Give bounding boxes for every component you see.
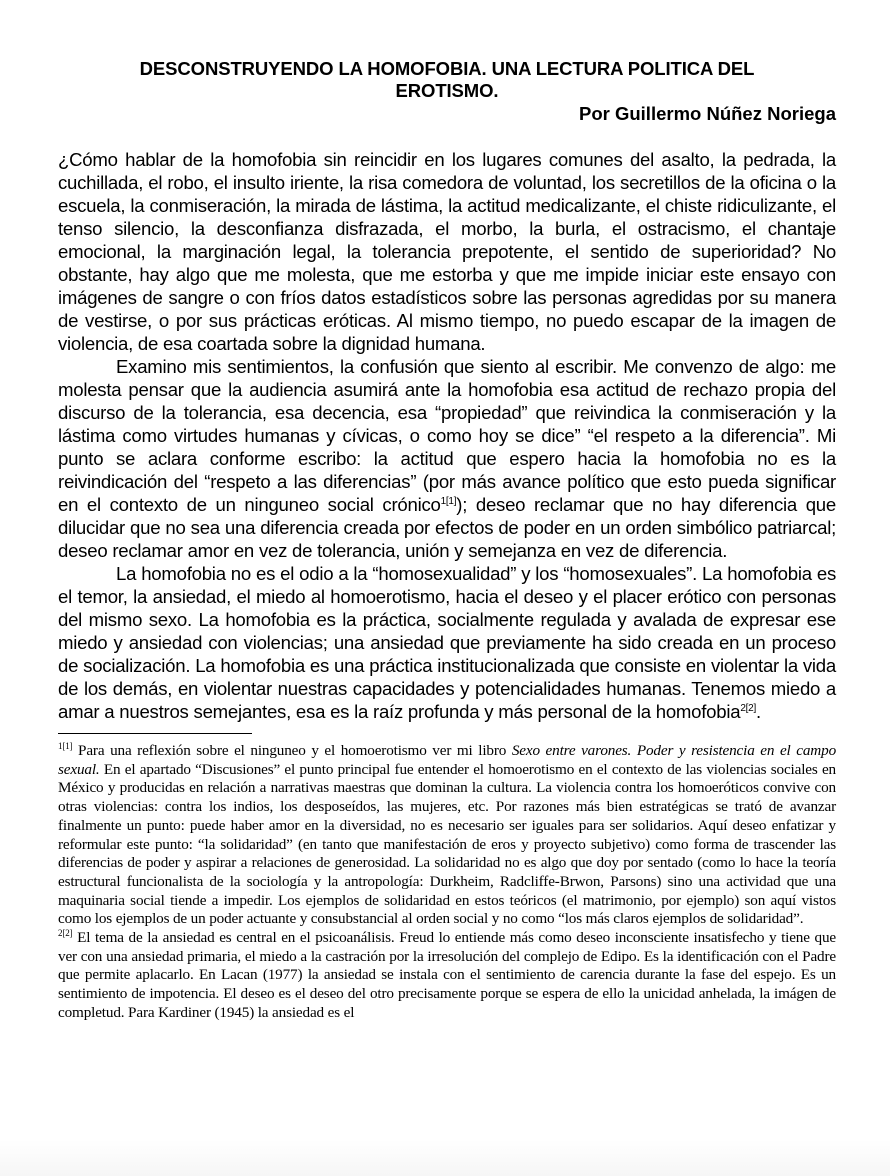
footnote-1-text-b: En el apartado “Discusiones” el punto principal fue entender el homoerotismo en el contexto de las violencias sociales en México y producidas en relación a narrativas maestras que dominan la cultura. La violencia contra los homoeróticos convive con otras violencias: contra los indios, los desposeídos, las mujeres, etc. Por razones más bien estratégicas se trató de avanzar finalmente un punto: puede haber amor en la diversidad, no es necesario ser iguales para ser solidarios. Aquí deseo enfatizar y reformular este punto: “la solidaridad” (en tanto que manifestación de eros y proyecto subjetivo) como forma de trascender las diferencias de poder y aspirar a relaciones de generosidad. La solidaridad no es algo que doy por sentado (como lo hace la teoría estructural funcionalista de la sociología y la antropología: Durkheim, Radcliffe-Brwon, Parsons) sino una actividad que una maquinaria social tiende a impedir. Los ejemplos de solidaridad en estos teóricos (el matrimonio, por ejemplo) son aquí vistos como los ejemplos de un poder actuante y consubstancial al orden social y no como “los más claros ejemplos de solidaridad”. [58, 760, 836, 928]
footnote-separator [58, 733, 252, 734]
author-byline: Por Guillermo Núñez Noriega [579, 103, 836, 124]
footnote-1-text-a: Para una reflexión sobre el ninguneo y el homoerotismo ver mi libro [72, 742, 512, 759]
title-line-2: EROTISMO. [395, 80, 499, 101]
page-bottom-fade [0, 1140, 890, 1176]
document-title [58, 58, 836, 102]
footnote-2 [58, 929, 836, 1023]
footnote-2-text: El tema de la ansiedad es central en el psicoanálisis. Freud lo entiende más como deseo inconsciente insatisfecho y tiene que ver con una ansiedad primaria, el miedo a la castración por la irresolución del complejo de Edipo. Es la identificación con el Padre que permite aplacarlo. En Lacan (1977) la ansiedad se instala con el sentimiento de carencia durante la fase del espejo. Es un sentimiento de impotencia. El deseo es el deseo del otro precisamente porque se espera de ello la unicidad anhelada, la imágen de completud. Para Kardiner (1945) la ansiedad es el [58, 929, 836, 1021]
document-page [58, 58, 836, 1023]
paragraph-3-text-b: . [756, 701, 761, 722]
footnote-2-marker: 2[2] [58, 927, 73, 938]
footnote-1-marker: 1[1] [58, 740, 73, 751]
paragraph-2-text-a: Examino mis sentimientos, la confusión que siento al escribir. Me convenzo de algo: me molesta pensar que la audiencia asumirá ante la homofobia esa actitud de rechazo propia del discurso de la tolerancia, esa decencia, esa “propiedad” que reivindica la conmiseración y la lástima como virtudes humanas y cívicas, o como hoy se dice” “el respeto a la diferencia”. Mi punto se aclara conforme escribo: la actitud que espero hacia la homofobia no es la reivindicación del “respeto a las diferencias” (por más avance político que esto pueda significar en el contexto de un ninguneo social crónico [58, 356, 836, 515]
paragraph-3-text-a: La homofobia no es el odio a la “homosexualidad” y los “homosexuales”. La homofobia es el temor, la ansiedad, el miedo al homoerotismo, hacia el deseo y el placer erótico con personas del mismo sexo. La homofobia es la práctica, socialmente regulada y avalada de expresar ese miedo y ansiedad con violencias; una ansiedad que previamente ha sido creada en un proceso de socialización. La homofobia es una práctica institucionalizada que consiste en violentar la vida de los demás, en violentar nuestras capacidades y potencialidades humanas. Tenemos miedo a amar a nuestros semejantes, esa es la raíz profunda y más personal de la homofobia [58, 563, 836, 722]
paragraph-1: ¿Cómo hablar de la homofobia sin reincidir en los lugares comunes del asalto, la pedrada, la cuchillada, el robo, el insulto iriente, la risa comedora de voluntad, los secretillos de la oficina o la escuela, la conmiseración, la mirada de lástima, la actitud medicalizante, el chiste ridiculizante, el tenso silencio, la desconfianza disfrazada, el morbo, la burla, el ostracismo, el chantaje emocional, la marginación legal, la tolerancia prepotente, el sentido de superioridad? No obstante, hay algo que me molesta, que me estorba y que me impide iniciar este ensayo con imágenes de sangre o con fríos datos estadísticos sobre las personas agredidas por su manera de vestirse, o por sus prácticas eróticas. Al mismo tiempo, no puedo escapar de la imagen de violencia, de esa coartada sobre la dignidad humana. [58, 149, 836, 354]
paragraph-3 [58, 562, 836, 723]
footnote-1 [58, 742, 836, 929]
paragraph-2 [58, 355, 836, 562]
paragraph-2-text-b: ); deseo reclamar que no hay diferencia que dilucidar que no sea una diferencia creada por efectos de poder en un orden simbólico patriarcal; deseo reclamar amor en vez de tolerancia, unión y semejanza en vez de diferencia. [58, 494, 836, 561]
footnote-1-book-title: Sexo entre varones. Poder y resistencia en el campo sexual. [58, 742, 837, 778]
title-line-1: DESCONSTRUYENDO LA HOMOFOBIA. UNA LECTURA POLITICA DEL [139, 58, 755, 79]
footnote-ref-1[interactable]: 1[1] [440, 495, 457, 507]
footnote-ref-2[interactable]: 2[2] [740, 702, 757, 714]
